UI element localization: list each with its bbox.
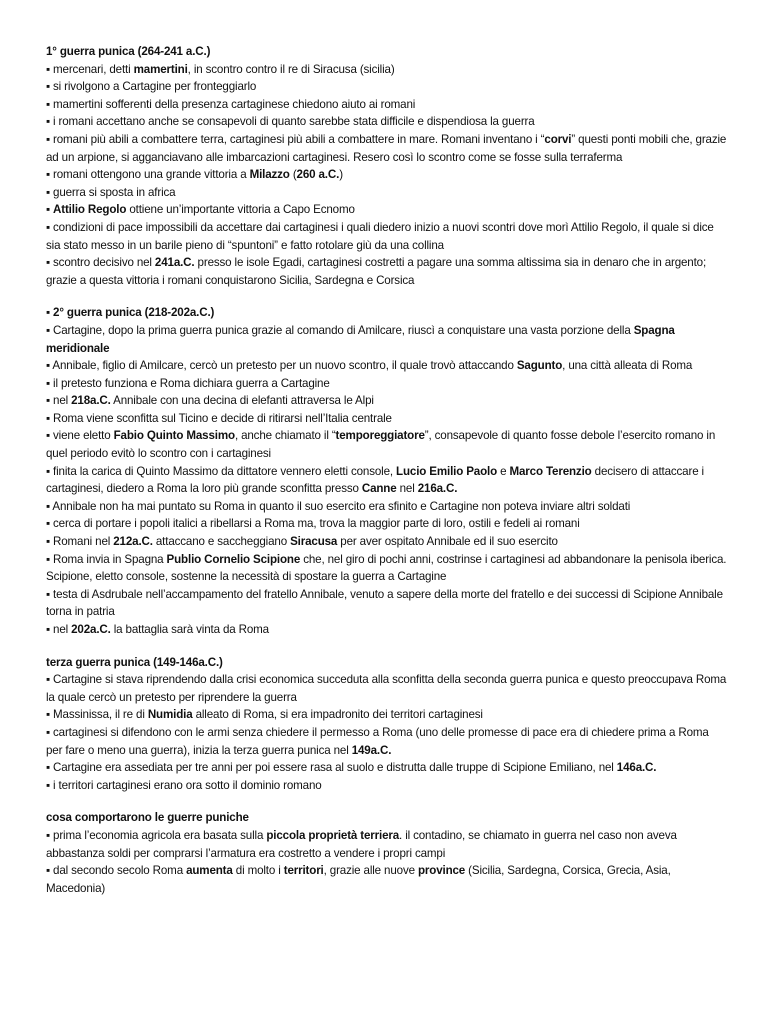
section-title: cosa comportarono le guerre puniche [46,811,249,825]
bullet-list [46,322,728,639]
bold-text: mamertini [133,62,188,76]
bold-text: province [417,864,466,878]
list-item: ▪ Roma viene sconfitta sul Ticino e decide di ritirarsi nell’Italia centrale [46,411,392,425]
section-title: 1° guerra punica (264-241 a.C.) [46,45,211,58]
list-item: ▪ Roma invia in Spagna Publio Cornelio Scipione che, nel giro di pochi anni, costrinse i cartaginesi ad abbandonare la penisola iberica. Scipione, eletto console, sostenne la necessità di spostare la guerra a Cartagine [46,552,727,584]
bold-text: 146a.C. [616,761,657,775]
list-item: ▪ prima l’economia agricola era basata sulla piccola proprietà terriera. il contadino, se chiamato in guerra nel caso non aveva abbastanza soldi per comprarsi l’armatura era costretto a vendere i propri campi [46,828,677,860]
bold-text: temporeggiatore [335,429,425,443]
list-item: ▪ viene eletto Fabio Quinto Massimo, anche chiamato il “temporeggiatore”, consapevole di quanto fosse debole l’esercito romano in quel periodo evitò lo scontro con i cartaginesi [46,429,716,461]
list-item: ▪ Annibale, figlio di Amilcare, cercò un pretesto per un nuovo scontro, il quale trovò attaccando Sagunto, una città alleata di Roma [46,359,693,373]
bold-text: Numidia [147,708,193,722]
list-item: ▪ romani più abili a combattere terra, cartaginesi più abili a combattere in mare. Romani inventano i “corvi” questi ponti mobili che, grazie ad un arpione, si agganciavano alle imbarcazioni cartaginesi. Resero così lo scontro come se fosse sulla terraferma [46,132,727,164]
section-consequences [46,809,728,897]
bold-text: Attilio Regolo [53,203,127,217]
list-item: ▪ scontro decisivo nel 241a.C. presso le isole Egadi, cartaginesi costretti a pagare una somma altissima sia in denaro che in argento; grazie a questa vittoria i romani conquistarono Sicilia, Sardegna e Corsica [46,256,707,287]
list-item: ▪ il pretesto funziona e Roma dichiara guerra a Cartagine [46,376,330,390]
bold-text: aumenta [186,864,233,878]
list-item: ▪ Attilio Regolo ottiene un’importante vittoria a Capo Ecnomo [46,203,355,217]
list-item: ▪ cartaginesi si difendono con le armi senza chiedere il permesso a Roma (uno delle promesse di pace era di chiedere prima a Roma per fare o meno una guerra), inizia la terza guerra punica nel 149a.C. [46,725,709,757]
section-second-punic-war [46,304,728,638]
list-item: ▪ i territori cartaginesi erano ora sotto il dominio romano [46,778,322,792]
list-item: ▪ Romani nel 212a.C. attaccano e saccheggiano Siracusa per aver ospitato Annibale ed il suo esercito [46,535,558,549]
bullet-list [46,61,728,290]
bold-text: territori [283,864,324,878]
list-item: ▪ condizioni di pace impossibili da accettare dai cartaginesi i quali diedero inizio a nuovi scontri dove morì Attilio Regolo, il quale si dice sia stato messo in un barile pieno di “spuntoni” e fatto rotolare giù da una collina [46,220,714,252]
list-item: ▪ finita la carica di Quinto Massimo da dittatore vennero eletti console, Lucio Emilio Paolo e Marco Terenzio decisero di attaccare i cartaginesi, diedero a Roma la loro più grande sconfitta presso Canne nel 216a.C. [46,464,704,496]
section-title: ▪ 2° guerra punica (218-202a.C.) [46,306,215,320]
list-item: ▪ Massinissa, il re di Numidia alleato di Roma, si era impadronito dei territori cartaginesi [46,708,483,722]
bold-text: Fabio Quinto Massimo [113,429,235,443]
list-item: ▪ Cartagine si stava riprendendo dalla crisi economica succeduta alla sconfitta della seconda guerra punica e questo preoccupava Roma la quale cercò un pretesto per riprendere la guerra [46,673,727,704]
bold-text: Spagna meridionale [46,323,675,355]
bold-text: Milazzo [249,168,290,182]
list-item: ▪ romani ottengono una grande vittoria a Milazzo (260 a.C.) [46,168,343,182]
bold-text: 149a.C. [351,743,392,757]
bullet-list [46,671,728,794]
list-item: ▪ guerra si sposta in africa [46,185,176,199]
list-item: ▪ cerca di portare i popoli italici a ribellarsi a Roma ma, trova la maggior parte di loro, ostili e fedeli ai romani [46,517,580,531]
bold-text: piccola proprietà terriera [266,828,400,842]
list-item: ▪ nel 218a.C. Annibale con una decina di elefanti attraversa le Alpi [46,394,374,408]
bold-text: 202a.C. [71,623,111,636]
list-item: ▪ nel 202a.C. la battaglia sarà vinta da Roma [46,623,269,636]
bold-text: 218a.C. [71,394,111,408]
bold-text: corvi [544,132,572,146]
list-item: ▪ Annibale non ha mai puntato su Roma in quanto il suo esercito era sfinito e Cartagine non poteva inviare altri soldati [46,499,631,513]
list-item: ▪ mercenari, detti mamertini, in scontro contro il re di Siracusa (sicilia) [46,62,395,76]
bold-text: 241a.C. [154,256,195,270]
bold-text: 212a.C. [113,535,153,549]
bold-text: Sagunto [516,359,563,373]
list-item: ▪ dal secondo secolo Roma aumenta di molto i territori, grazie alle nuove province (Sicilia, Sardegna, Corsica, Grecia, Asia, Macedonia) [46,864,671,895]
bold-text: Lucio Emilio Paolo [396,464,498,478]
bold-text: Publio Cornelio Scipione [166,552,301,566]
bullet-list [46,827,728,897]
list-item: ▪ Cartagine, dopo la prima guerra punica grazie al comando di Amilcare, riuscì a conquistare una vasta porzione della Spagna meridionale [46,323,675,355]
list-item: ▪ Cartagine era assediata per tre anni per poi essere rasa al suolo e distrutta dalle truppe di Scipione Emiliano, nel 146a.C. [46,761,657,775]
bold-text: 216a.C. [417,482,458,496]
list-item: ▪ i romani accettano anche se consapevoli di quanto sarebbe stata difficile e dispendiosa la guerra [46,115,535,129]
section-third-punic-war [46,654,728,795]
list-item: ▪ mamertini sofferenti della presenza cartaginese chiedono aiuto ai romani [46,97,416,111]
bold-text: 260 a.C. [296,168,340,182]
bold-text: Canne [361,482,397,496]
section-title: terza guerra punica (149-146a.C.) [46,655,223,669]
section-first-punic-war [46,43,728,289]
bold-text: Siracusa [290,535,338,549]
list-item: ▪ testa di Asdrubale nell’accampamento del fratello Annibale, venuto a sapere della morte del fratello e dei successi di Scipione Annibale torna in patria [46,587,723,619]
bold-text: Marco Terenzio [509,464,592,478]
list-item: ▪ si rivolgono a Cartagine per fronteggiarlo [46,80,257,94]
